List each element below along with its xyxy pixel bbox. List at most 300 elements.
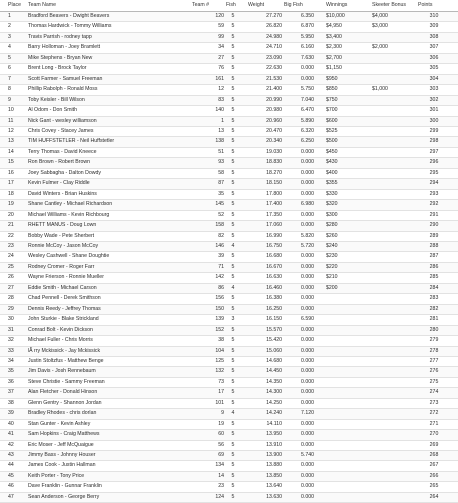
cell-weight: 16.250 [266, 305, 282, 312]
cell-team-name: Jim Davis - Josh Rennebaum [28, 368, 96, 375]
cell-fish: 4 [231, 242, 235, 249]
cell-fish: 5 [231, 54, 235, 61]
cell-team-number: 146 [215, 242, 224, 249]
table-row [0, 241, 458, 251]
cell-skeeter-bonus [364, 336, 410, 346]
cell-place: 46 [8, 483, 14, 490]
cell-fish: 5 [231, 472, 235, 479]
cell-team-number: 19 [218, 420, 224, 427]
table-row [0, 147, 458, 157]
cell-points: 300 [429, 117, 439, 124]
cell-team-number: 120 [215, 13, 224, 19]
cell-place: 31 [8, 326, 14, 333]
cell-weight: 16.670 [266, 263, 282, 270]
cell-skeeter-bonus [364, 262, 410, 272]
cell-place: 4 [8, 44, 11, 51]
cell-team-name: Phillip Rabolph - Ronald Moss [28, 86, 98, 93]
table-row [0, 471, 458, 481]
cell-fish: 5 [231, 169, 235, 176]
table-row [0, 346, 458, 356]
cell-team-number: 27 [218, 54, 224, 61]
cell-big-fish: 0.000 [301, 253, 314, 260]
cell-weight: 13.640 [266, 483, 282, 490]
cell-skeeter-bonus [364, 304, 410, 314]
cell-team-number: 86 [218, 284, 224, 291]
cell-weight: 20.990 [266, 96, 282, 103]
cell-big-fish: 5.950 [301, 33, 314, 40]
cell-weight: 27.270 [266, 13, 282, 19]
cell-place: 43 [8, 452, 14, 459]
table-row [0, 126, 458, 136]
cell-team-name: Chris Covey - Stacey James [28, 127, 94, 134]
table-row [0, 492, 458, 502]
cell-weight: 20.960 [266, 117, 282, 124]
cell-place: 38 [8, 399, 14, 406]
cell-place: 25 [8, 263, 14, 270]
cell-big-fish: 6.320 [301, 127, 314, 134]
cell-place: 28 [8, 295, 14, 302]
cell-team-name: Conrad Bolt - Kevin Dickson [28, 326, 93, 333]
cell-team-name: Sean Anderson - George Berry [28, 493, 100, 500]
cell-skeeter-bonus [364, 294, 410, 304]
cell-team-number: 83 [218, 96, 224, 103]
cell-team-number: 73 [218, 378, 224, 385]
cell-team-name: Stan Gunter - Kevin Ashley [28, 420, 91, 427]
cell-team-number: 125 [215, 357, 224, 364]
cell-team-number: 132 [215, 368, 224, 375]
cell-winnings: $3,400 [326, 33, 342, 40]
cell-winnings: $230 [326, 253, 338, 260]
cell-fish: 5 [231, 378, 235, 385]
cell-winnings [314, 367, 364, 377]
cell-place: 12 [8, 127, 14, 134]
cell-points: 297 [429, 148, 439, 155]
header-team-name: Team Name [28, 0, 186, 12]
cell-points: 277 [429, 357, 439, 364]
cell-points: 267 [429, 462, 439, 469]
table-row [0, 283, 458, 293]
cell-points: 309 [429, 23, 439, 30]
cell-points: 273 [429, 399, 439, 406]
cell-team-name: Michael Fuller - Chris Morris [28, 337, 93, 344]
cell-skeeter-bonus [364, 461, 410, 471]
cell-big-fish: 0.000 [301, 493, 314, 500]
cell-team-number: 52 [218, 211, 224, 218]
cell-fish: 5 [231, 201, 235, 208]
cell-big-fish: 0.000 [301, 263, 314, 270]
table-row [0, 231, 458, 241]
cell-big-fish: 0.000 [301, 148, 314, 155]
header-team-number: Team # [186, 0, 224, 12]
cell-winnings: $450 [326, 148, 338, 155]
cell-big-fish: 0.000 [301, 211, 314, 218]
cell-weight: 16.990 [266, 232, 282, 239]
cell-points: 308 [429, 33, 439, 40]
cell-weight: 16.460 [266, 284, 282, 291]
cell-team-name: Dave Franklin - Gunnar Franklin [28, 483, 102, 490]
cell-fish: 5 [231, 190, 235, 197]
cell-big-fish: 0.000 [301, 357, 314, 364]
cell-weight: 13.850 [266, 472, 282, 479]
cell-skeeter-bonus: $4,000 [372, 13, 388, 19]
cell-points: 280 [429, 326, 439, 333]
cell-winnings: $200 [326, 284, 338, 291]
table-row [0, 419, 458, 429]
cell-skeeter-bonus [364, 283, 410, 293]
cell-points: 287 [429, 253, 439, 260]
cell-skeeter-bonus [364, 377, 410, 387]
cell-team-name: Dennis Reedy - Jeffrey Thomas [28, 305, 101, 312]
cell-winnings [314, 388, 364, 398]
cell-team-name: Keith Porter - Tony Price [28, 472, 85, 479]
cell-team-number: 9 [221, 410, 224, 417]
table-row [0, 252, 458, 262]
cell-fish: 5 [231, 65, 235, 72]
cell-winnings [314, 409, 364, 419]
cell-fish: 4 [231, 284, 235, 291]
cell-fish: 5 [231, 399, 235, 406]
cell-big-fish: 0.000 [301, 431, 314, 438]
cell-weight: 17.350 [266, 211, 282, 218]
cell-points: 305 [429, 65, 439, 72]
cell-weight: 17.800 [266, 190, 282, 197]
cell-place: 26 [8, 274, 14, 281]
cell-big-fish: 0.000 [301, 75, 314, 82]
cell-team-name: Alan Fletcher - Donald Hinson [28, 389, 98, 396]
cell-weight: 13.880 [266, 462, 282, 469]
cell-fish: 5 [231, 441, 235, 448]
cell-fish: 5 [231, 462, 235, 469]
cell-weight: 14.450 [266, 368, 282, 375]
cell-winnings: $700 [326, 107, 338, 114]
cell-team-number: 134 [215, 462, 224, 469]
cell-team-name: Wesley Cashwell - Shane Doughtie [28, 253, 110, 260]
cell-winnings [314, 336, 364, 346]
cell-winnings: $355 [326, 180, 338, 187]
cell-points: 298 [429, 138, 439, 145]
cell-fish: 5 [231, 493, 235, 500]
cell-team-name: Shane Cantley - Michael Richardson [28, 201, 113, 208]
cell-big-fish: 5.740 [301, 452, 314, 459]
cell-place: 1 [8, 13, 11, 19]
cell-skeeter-bonus [364, 126, 410, 136]
cell-weight: 14.110 [266, 420, 282, 427]
cell-skeeter-bonus [364, 168, 410, 178]
cell-team-name: Bradford Beavers - Dwight Beavers [28, 13, 110, 19]
cell-big-fish: 0.000 [301, 326, 314, 333]
cell-skeeter-bonus [364, 315, 410, 325]
cell-skeeter-bonus [364, 147, 410, 157]
cell-place: 47 [8, 493, 14, 500]
cell-points: 290 [429, 222, 439, 229]
table-row [0, 210, 458, 220]
cell-fish: 5 [231, 86, 235, 93]
cell-place: 22 [8, 232, 14, 239]
cell-skeeter-bonus [364, 74, 410, 84]
cell-place: 5 [8, 54, 11, 61]
cell-team-name: TIM HUFFSTETLER - Neil Huffstetler [28, 138, 115, 145]
cell-place: 33 [8, 347, 14, 354]
cell-big-fish: 6.250 [301, 138, 314, 145]
cell-fish: 5 [231, 232, 235, 239]
cell-fish: 5 [231, 148, 235, 155]
cell-points: 289 [429, 232, 439, 239]
cell-team-number: 152 [215, 326, 224, 333]
cell-fish: 5 [231, 452, 235, 459]
cell-place: 18 [8, 190, 14, 197]
cell-team-number: 34 [218, 44, 224, 51]
cell-points: 304 [429, 75, 439, 82]
cell-team-name: Thomas Hardwick - Tommy Williams [28, 23, 112, 30]
cell-winnings: $850 [326, 86, 338, 93]
table-row [0, 273, 458, 283]
cell-big-fish: 0.000 [301, 462, 314, 469]
cell-big-fish: 0.000 [301, 347, 314, 354]
table-row [0, 294, 458, 304]
cell-fish: 5 [231, 107, 235, 114]
cell-winnings [314, 492, 364, 502]
cell-team-number: 60 [218, 431, 224, 438]
cell-team-number: 104 [215, 347, 224, 354]
cell-skeeter-bonus [364, 231, 410, 241]
cell-weight: 21.400 [266, 86, 282, 93]
cell-weight: 14.300 [266, 389, 282, 396]
cell-team-number: 140 [215, 107, 224, 114]
cell-winnings: $320 [326, 201, 338, 208]
cell-weight: 13.900 [266, 452, 282, 459]
cell-place: 24 [8, 253, 14, 260]
cell-weight: 15.570 [266, 326, 282, 333]
cell-weight: 16.380 [266, 295, 282, 302]
cell-team-number: 38 [218, 337, 224, 344]
cell-weight: 15.060 [266, 347, 282, 354]
cell-team-number: 69 [218, 452, 224, 459]
table-row [0, 262, 458, 272]
cell-points: 269 [429, 441, 439, 448]
cell-big-fish: 7.120 [301, 410, 314, 417]
cell-fish: 5 [231, 368, 235, 375]
cell-weight: 26.820 [266, 23, 282, 30]
cell-winnings [314, 346, 364, 356]
cell-points: 278 [429, 347, 439, 354]
table-row [0, 430, 458, 440]
cell-place: 9 [8, 96, 11, 103]
cell-fish: 5 [231, 253, 235, 260]
cell-skeeter-bonus [364, 356, 410, 366]
cell-fish: 5 [231, 13, 235, 19]
cell-team-number: 124 [215, 493, 224, 500]
cell-team-number: 101 [215, 399, 224, 406]
cell-big-fish: 0.000 [301, 169, 314, 176]
cell-team-number: 156 [215, 295, 224, 302]
table-row [0, 221, 458, 231]
table-row [0, 336, 458, 346]
cell-weight: 16.680 [266, 253, 282, 260]
cell-big-fish: 0.000 [301, 420, 314, 427]
cell-team-number: 76 [218, 65, 224, 72]
cell-place: 8 [8, 86, 11, 93]
cell-weight: 19.030 [266, 148, 282, 155]
cell-skeeter-bonus: $3,000 [372, 23, 388, 30]
table-row [0, 325, 458, 335]
cell-points: 293 [429, 190, 439, 197]
cell-winnings [314, 430, 364, 440]
table-row [0, 356, 458, 366]
table-row [0, 64, 458, 74]
cell-place: 21 [8, 222, 14, 229]
cell-weight: 18.830 [266, 159, 282, 166]
cell-points: 268 [429, 452, 439, 459]
cell-winnings: $210 [326, 274, 338, 281]
cell-place: 39 [8, 410, 14, 417]
cell-place: 44 [8, 462, 14, 469]
table-row [0, 200, 458, 210]
cell-weight: 20.470 [266, 127, 282, 134]
cell-skeeter-bonus [364, 32, 410, 42]
cell-skeeter-bonus [364, 419, 410, 429]
cell-weight: 14.250 [266, 399, 282, 406]
cell-place: 29 [8, 305, 14, 312]
cell-big-fish: 5.750 [301, 86, 314, 93]
header-points: Points [410, 0, 458, 12]
cell-fish: 5 [231, 96, 235, 103]
cell-skeeter-bonus [364, 273, 410, 283]
cell-big-fish: 5.720 [301, 242, 314, 249]
cell-fish: 5 [231, 44, 235, 51]
table-row [0, 116, 458, 126]
cell-team-name: Wayne Frierson - Ronnie Mueller [28, 274, 104, 281]
cell-big-fish: 5.890 [301, 117, 314, 124]
header-winnings: Winnings [314, 0, 364, 12]
header-place: Place [0, 0, 28, 12]
cell-winnings [314, 461, 364, 471]
cell-team-name: Eddie Smith - Michael Carson [28, 284, 97, 291]
cell-big-fish: 0.000 [301, 305, 314, 312]
cell-team-name: RHETT MANUS - Doug Lown [28, 222, 97, 229]
cell-big-fish: 6.470 [301, 107, 314, 114]
cell-points: 264 [429, 493, 439, 500]
cell-fish: 5 [231, 420, 235, 427]
cell-team-number: 150 [215, 305, 224, 312]
cell-team-number: 142 [215, 274, 224, 281]
cell-big-fish: 0.000 [301, 65, 314, 72]
cell-place: 7 [8, 75, 11, 82]
cell-winnings: $600 [326, 117, 338, 124]
cell-points: 272 [429, 410, 439, 417]
cell-big-fish: 0.000 [301, 159, 314, 166]
cell-place: 15 [8, 159, 14, 166]
cell-weight: 14.350 [266, 378, 282, 385]
cell-fish: 3 [231, 316, 235, 323]
cell-winnings: $4,950 [326, 23, 342, 30]
cell-place: 40 [8, 420, 14, 427]
cell-team-name: James Cook - Justin Hallman [28, 462, 96, 469]
cell-points: 265 [429, 483, 439, 490]
cell-place: 14 [8, 148, 14, 155]
cell-winnings: $240 [326, 242, 338, 249]
cell-points: 310 [429, 13, 439, 19]
cell-points: 266 [429, 472, 439, 479]
cell-team-name: Toby Keisler - Bill Wilson [28, 96, 85, 103]
cell-points: 303 [429, 86, 439, 93]
cell-place: 45 [8, 472, 14, 479]
cell-place: 17 [8, 180, 14, 187]
cell-winnings: $950 [326, 75, 338, 82]
cell-winnings: $500 [326, 138, 338, 145]
cell-team-number: 56 [218, 441, 224, 448]
cell-skeeter-bonus [364, 325, 410, 335]
cell-winnings: $525 [326, 127, 338, 134]
cell-place: 20 [8, 211, 14, 218]
cell-skeeter-bonus [364, 398, 410, 408]
cell-winnings: $330 [326, 190, 338, 197]
cell-big-fish: 6.870 [301, 23, 314, 30]
cell-winnings: $260 [326, 232, 338, 239]
cell-place: 42 [8, 441, 14, 448]
cell-team-number: 87 [218, 180, 224, 187]
cell-place: 27 [8, 284, 14, 291]
cell-team-name: Terry Thomas - David Kneece [28, 148, 97, 155]
cell-skeeter-bonus [364, 440, 410, 450]
cell-winnings: $2,700 [326, 54, 342, 61]
table-row [0, 85, 458, 95]
table-row [0, 22, 458, 32]
cell-place: 30 [8, 316, 14, 323]
header-fish: Fish [224, 0, 242, 12]
cell-fish: 5 [231, 159, 235, 166]
cell-team-number: 35 [218, 190, 224, 197]
cell-big-fish: 0.000 [301, 472, 314, 479]
cell-team-number: 59 [218, 23, 224, 30]
table-row [0, 461, 458, 471]
cell-team-name: Sam Hopkins - Craig Matthews [28, 431, 100, 438]
cell-winnings [314, 471, 364, 481]
cell-team-name: Glenn Gentry - Shannon Jordan [28, 399, 102, 406]
cell-team-name: Eric Moser - Jeff McQuaigue [28, 441, 94, 448]
table-row [0, 168, 458, 178]
cell-big-fish: 0.000 [301, 190, 314, 197]
cell-team-number: 58 [218, 169, 224, 176]
cell-points: 307 [429, 44, 439, 51]
cell-points: 306 [429, 54, 439, 61]
cell-points: 301 [429, 107, 439, 114]
cell-fish: 5 [231, 180, 235, 187]
cell-big-fish: 0.000 [301, 483, 314, 490]
cell-winnings [314, 451, 364, 461]
cell-winnings [314, 325, 364, 335]
cell-team-number: 17 [218, 389, 224, 396]
cell-points: 276 [429, 368, 439, 375]
cell-skeeter-bonus [364, 179, 410, 189]
cell-big-fish: 0.000 [301, 441, 314, 448]
cell-team-number: 23 [218, 483, 224, 490]
cell-points: 283 [429, 295, 439, 302]
cell-team-number: 139 [215, 316, 224, 323]
table-row [0, 179, 458, 189]
table-row [0, 95, 458, 105]
cell-points: 286 [429, 263, 439, 270]
cell-fish: 5 [231, 263, 235, 270]
cell-team-number: 138 [215, 138, 224, 145]
cell-skeeter-bonus [364, 252, 410, 262]
cell-points: 284 [429, 284, 439, 291]
cell-points: 274 [429, 389, 439, 396]
cell-team-number: 145 [215, 201, 224, 208]
cell-team-name: John Sturkie - Blake Strickland [28, 316, 99, 323]
table-row [0, 43, 458, 53]
cell-team-number: 71 [218, 263, 224, 270]
cell-skeeter-bonus [364, 471, 410, 481]
